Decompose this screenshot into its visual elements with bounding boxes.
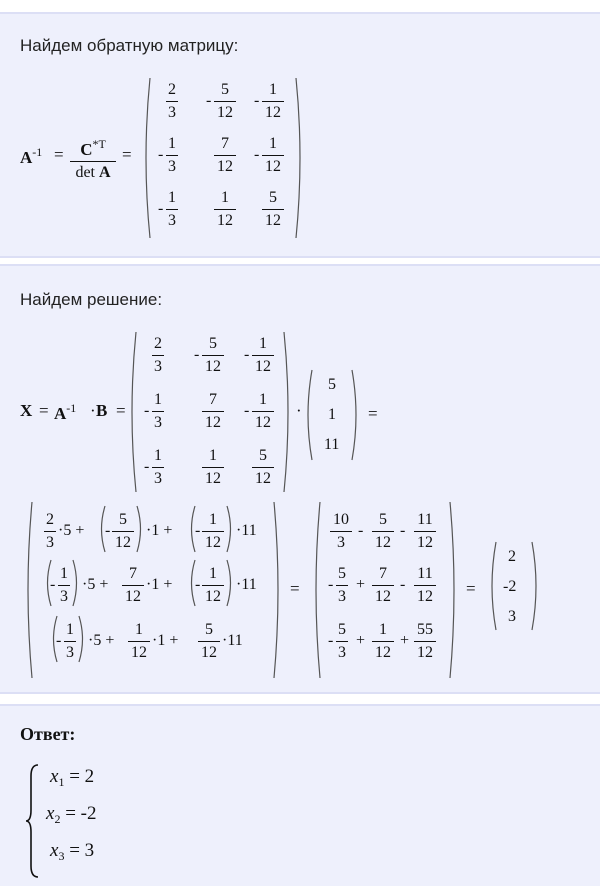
vector-x-symbol: X [20, 401, 33, 420]
denominator: 12 [201, 644, 217, 661]
fraction [372, 510, 394, 553]
denominator: 12 [255, 470, 271, 487]
matrix-entry [202, 390, 224, 433]
matrix-entry [152, 334, 164, 377]
left-paren [142, 78, 152, 238]
numerator: 11 [417, 511, 433, 528]
matrix-entry [152, 390, 164, 433]
equals-sign-5: = [368, 404, 378, 423]
variable-index: 2 [54, 812, 61, 826]
minus-sign: - [158, 146, 164, 163]
numerator: 1 [168, 189, 176, 206]
minus-sign: - [328, 632, 334, 649]
denominator: 12 [205, 470, 221, 487]
matrix-entry [252, 334, 274, 377]
fraction [414, 564, 436, 607]
numerator: 5 [338, 565, 346, 582]
operator: + [400, 632, 410, 649]
numerator: 1 [209, 565, 217, 582]
denominator: 12 [417, 534, 433, 551]
system-brace [26, 764, 40, 878]
answer-item [50, 840, 94, 864]
denominator: 3 [168, 212, 176, 229]
minus-sign: - [158, 200, 164, 217]
numerator: 2 [46, 511, 54, 528]
denominator: 3 [337, 534, 345, 551]
inverse-exponent-2: -1 [66, 401, 77, 415]
equals-sign-4: = [116, 401, 126, 420]
operator: - [400, 522, 406, 539]
numerator: 2 [154, 335, 162, 352]
expr-text: ·11 [236, 576, 257, 593]
matrix-entry [252, 390, 274, 433]
fraction [112, 510, 134, 553]
numerator: 5 [338, 621, 346, 638]
inverse-exponent: -1 [32, 145, 43, 159]
operator: + [356, 576, 366, 593]
expr-text: ·1 + [152, 632, 179, 649]
numerator: 1 [259, 335, 267, 352]
matrix-entry [214, 80, 236, 123]
operator: + [356, 632, 366, 649]
fraction [414, 620, 436, 663]
matrix-entry [214, 134, 236, 177]
numerator: 2 [168, 81, 176, 98]
result-entry: 2 [508, 548, 516, 565]
numerator: 10 [333, 511, 349, 528]
expr-text: ·5 + [58, 522, 85, 539]
minus-sign: - [105, 522, 111, 539]
denominator: 12 [417, 588, 433, 605]
variable-value: = 2 [64, 766, 95, 787]
expr-text: ·11 [222, 632, 243, 649]
adjugate-fraction [70, 134, 116, 183]
fraction [202, 510, 224, 553]
variable-index: 1 [58, 775, 65, 789]
matrix-entry [152, 446, 164, 489]
numerator: 7 [209, 391, 217, 408]
fraction [128, 620, 150, 663]
matrix-entry [202, 446, 224, 489]
solution-heading: Найдем решение: [20, 290, 163, 309]
operator: - [358, 522, 364, 539]
numerator: 1 [259, 391, 267, 408]
minus-sign: - [195, 522, 201, 539]
expr-text: ·5 + [88, 632, 115, 649]
denominator: 3 [46, 534, 54, 551]
vector-b-symbol: B [96, 401, 108, 420]
denominator: 3 [338, 588, 346, 605]
denominator: 12 [375, 534, 391, 551]
right-paren [136, 506, 144, 552]
right-paren [226, 506, 234, 552]
denominator: 12 [125, 588, 141, 605]
minus-sign: - [144, 458, 150, 475]
numerator: 1 [221, 189, 229, 206]
expr-text: ·11 [236, 522, 257, 539]
right-paren [72, 560, 80, 606]
fraction [58, 564, 70, 607]
denominator: 3 [154, 414, 162, 431]
answer-item [50, 766, 94, 790]
matrix-entry [166, 188, 178, 231]
numerator: 5 [379, 511, 387, 528]
right-paren [350, 370, 360, 460]
minus-sign: - [206, 92, 212, 109]
right-paren [78, 616, 86, 662]
numerator: 7 [129, 565, 137, 582]
numerator: 1 [60, 565, 68, 582]
variable-index: 3 [58, 849, 65, 863]
denominator: 3 [60, 588, 68, 605]
minus-sign: - [244, 346, 250, 363]
numerator: 5 [205, 621, 213, 638]
answer-title: Ответ: [20, 724, 76, 744]
equals-sign-7: = [466, 579, 476, 598]
det-label: det [75, 164, 99, 181]
numerator: 1 [66, 621, 74, 638]
denominator: 12 [217, 104, 233, 121]
operator: - [400, 576, 406, 593]
numerator: 1 [269, 81, 277, 98]
fraction [336, 564, 348, 607]
denominator: 3 [338, 644, 346, 661]
transpose-exponent: *T [92, 137, 106, 151]
fraction [336, 620, 348, 663]
denominator: 3 [168, 104, 176, 121]
result-entry: 3 [508, 608, 516, 625]
matrix-entry [252, 446, 274, 489]
equals-sign: = [54, 145, 64, 164]
numerator: 1 [209, 447, 217, 464]
equals-sign-6: = [290, 579, 300, 598]
denominator: 3 [66, 644, 74, 661]
expr-text: ·5 + [82, 576, 109, 593]
fraction [202, 564, 224, 607]
denominator: 12 [265, 158, 281, 175]
denominator: 3 [168, 158, 176, 175]
numerator: 1 [379, 621, 387, 638]
equals-sign-3: = [39, 401, 49, 420]
denominator: 12 [115, 534, 131, 551]
denominator: 12 [217, 212, 233, 229]
matrix-entry [262, 134, 284, 177]
fraction [330, 510, 352, 553]
matrix-entry [202, 334, 224, 377]
numerator: 5 [119, 511, 127, 528]
vector-b-entry: 1 [328, 406, 336, 423]
denominator: 12 [205, 414, 221, 431]
matrix-entry [166, 80, 178, 123]
denominator: 12 [255, 358, 271, 375]
solution-panel [0, 264, 600, 694]
denominator: 3 [154, 470, 162, 487]
variable: x [46, 803, 55, 824]
left-paren [128, 332, 138, 492]
fraction [122, 564, 144, 607]
matrix-entry [166, 134, 178, 177]
right-paren [530, 542, 540, 630]
det-matrix-symbol: A [98, 164, 111, 181]
equals-sign-2: = [122, 145, 132, 164]
numerator: 5 [269, 189, 277, 206]
denominator: 12 [217, 158, 233, 175]
variable: x [50, 766, 59, 787]
left-paren [488, 542, 498, 630]
denominator: 12 [265, 104, 281, 121]
numerator: 11 [417, 565, 433, 582]
matrix-c-symbol: C [80, 140, 93, 159]
denominator: 12 [265, 212, 281, 229]
expr-text: ·1 + [146, 576, 173, 593]
numerator: 5 [209, 335, 217, 352]
right-paren [294, 78, 304, 238]
numerator: 1 [154, 391, 162, 408]
multiply-dot-2: · [296, 401, 302, 420]
left-paren [24, 502, 34, 678]
numerator: 7 [379, 565, 387, 582]
denominator: 12 [205, 588, 221, 605]
numerator: 5 [221, 81, 229, 98]
numerator: 1 [209, 511, 217, 528]
variable-value: = -2 [60, 803, 97, 824]
denominator: 12 [205, 534, 221, 551]
inverse-heading: Найдем обратную матрицу: [20, 36, 239, 55]
minus-sign: - [144, 402, 150, 419]
minus-sign: - [194, 346, 200, 363]
matrix-entry [262, 80, 284, 123]
minus-sign: - [50, 576, 56, 593]
matrix-entry [214, 188, 236, 231]
numerator: 55 [417, 621, 433, 638]
minus-sign: - [254, 146, 260, 163]
answer-item [46, 803, 96, 827]
variable: x [50, 840, 59, 861]
denominator: 3 [154, 358, 162, 375]
vector-b-entry: 5 [328, 376, 336, 393]
right-paren [282, 332, 292, 492]
minus-sign: - [254, 92, 260, 109]
denominator: 12 [375, 588, 391, 605]
minus-sign: - [328, 576, 334, 593]
left-paren [312, 502, 322, 678]
denominator: 12 [417, 644, 433, 661]
denominator: 12 [255, 414, 271, 431]
numerator: 1 [135, 621, 143, 638]
numerator: 1 [154, 447, 162, 464]
fraction [372, 564, 394, 607]
denominator: 12 [205, 358, 221, 375]
variable-value: = 3 [64, 840, 95, 861]
right-paren [226, 560, 234, 606]
matrix-a-symbol: A [20, 148, 33, 167]
denominator: 12 [375, 644, 391, 661]
fraction [372, 620, 394, 663]
vector-b-entry: 11 [324, 436, 340, 453]
denominator: 12 [131, 644, 147, 661]
fraction [198, 620, 220, 663]
right-paren [272, 502, 282, 678]
minus-sign: - [244, 402, 250, 419]
fraction [44, 510, 56, 553]
matrix-entry [262, 188, 284, 231]
matrix-a-symbol-2: A [54, 404, 67, 423]
numerator: 1 [269, 135, 277, 152]
fraction [414, 510, 436, 553]
expr-text: ·1 + [146, 522, 173, 539]
fraction [64, 620, 76, 663]
numerator: 5 [259, 447, 267, 464]
minus-sign: - [195, 576, 201, 593]
right-paren [448, 502, 458, 678]
multiply-dot: · [90, 401, 96, 420]
minus-sign: - [56, 632, 62, 649]
left-paren [304, 370, 314, 460]
result-entry: -2 [503, 578, 517, 595]
numerator: 1 [168, 135, 176, 152]
numerator: 7 [221, 135, 229, 152]
